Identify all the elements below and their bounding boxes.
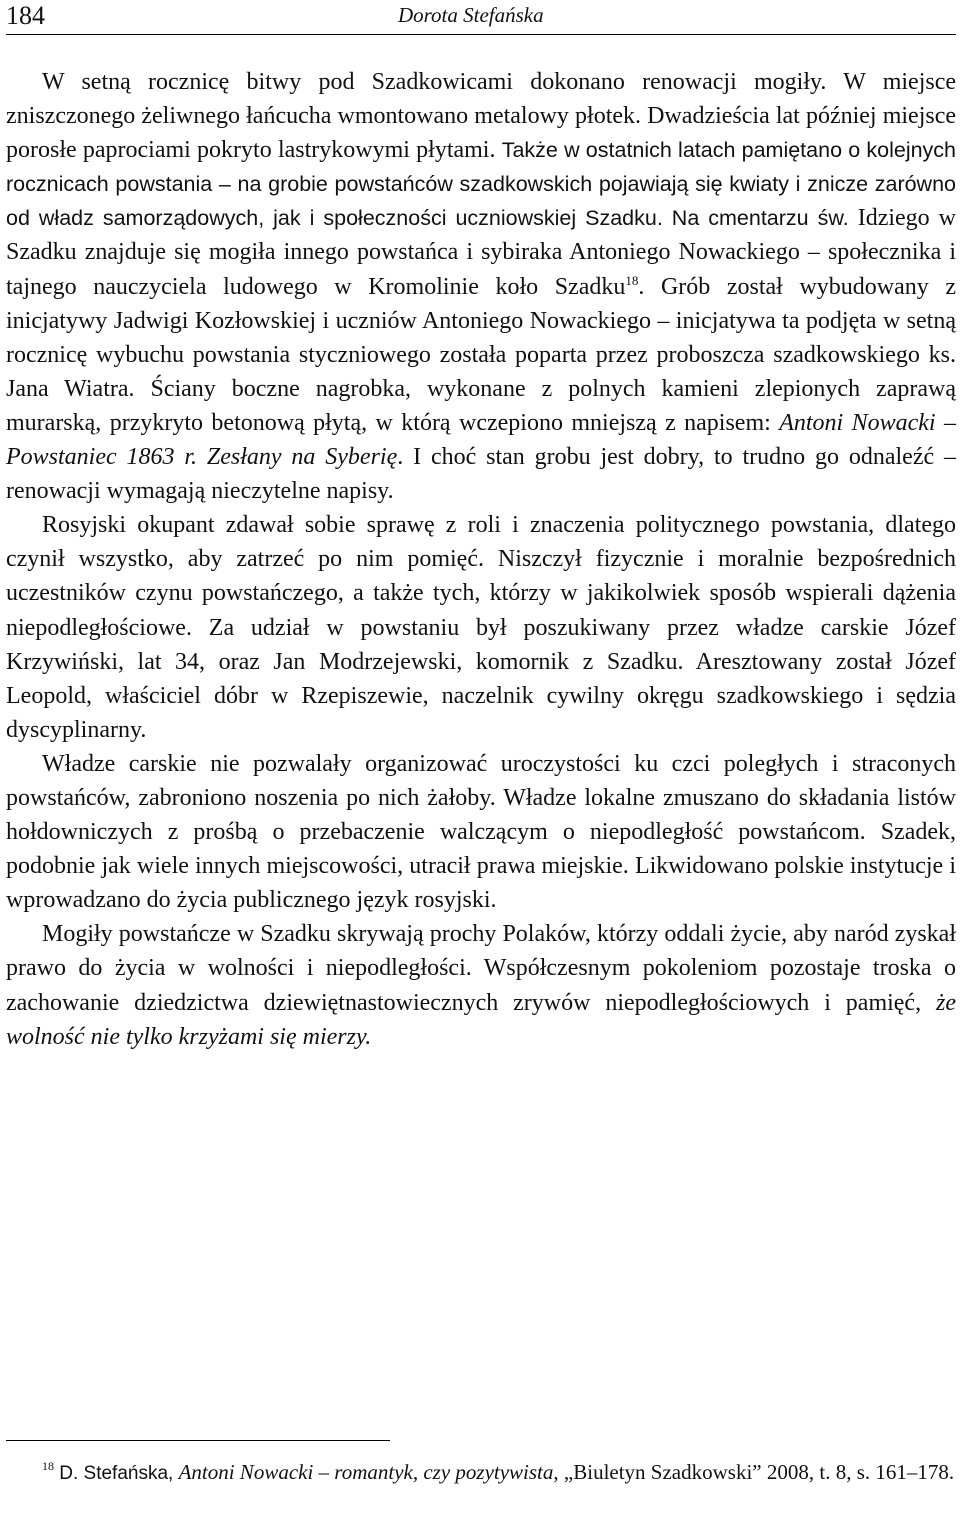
paragraph-4	[6, 917, 956, 1053]
footnote-separator	[6, 1440, 390, 1441]
closing-quote: że wolność nie tylko krzyżami się mierzy.	[6, 989, 956, 1050]
grave-inscription: Antoni Nowacki – Powstaniec 1863 r. Zesłany na Syberię	[6, 409, 956, 471]
paragraph-1-part-4: . Grób został wybudowany z inicjatywy Jadwigi Kozłowskiej i uczniów Antoniego Nowackiego – inicjatywa ta podjęta w setną rocznicę wybuchu powstania styczniowego została poparta przez proboszcza szadkowskiego ks. Jana Wiatra. Ściany boczne nagrobka, wykonane z polnych kamieni zlepionych zaprawą murarską, przykryto betonową płytą, w którą wczepiono mniejszą z napisem:	[6, 273, 956, 436]
footnote-source: , „Biuletyn Szadkowski” 2008, t. 8, s. 161–178.	[553, 1460, 955, 1484]
paragraph-1	[6, 65, 956, 508]
footnote	[6, 1458, 956, 1488]
footnote-title: Antoni Nowacki – romantyk, czy pozytywista	[178, 1460, 554, 1484]
paragraph-2: Rosyjski okupant zdawał sobie sprawę z roli i znaczenia politycznego powstania, dlatego czynił wszystko, aby zatrzeć po nim pomięć. Niszczył fizycznie i moralnie bezpośrednich uczestników czynu powstańczego, a także tych, którzy w jakikolwiek sposób wspierali dążenia niepodległościowe. Za udział w powstaniu był poszukiwany przez władze carskie Józef Krzywiński, lat 34, oraz Jan Modrzejewski, komornik z Szadku. Aresztowany został Józef Leopold, właściciel dóbr w Rzepiszewie, naczelnik cywilny okręgu szadkowskiego i sędzia dyscyplinarny.	[6, 512, 956, 743]
page-header	[6, 0, 956, 35]
footnote-number: 18	[42, 1459, 54, 1473]
running-head-author: Dorota Stefańska	[398, 3, 544, 27]
paragraph-1-part-2: Także w ostatnich latach pamiętano o kolejnych rocznicach powstania – na grobie powstańców szadkowskich pojawiają się kwiaty i znicze zarówno od władz samorządowych, jak i społeczności uczniowskiej Szadku. Na cmentarzu św.	[6, 138, 957, 231]
paragraph-4-text: Mogiły powstańcze w Szadku skrywają prochy Polaków, którzy oddali życie, aby naród zyskał prawo do życia w wolności i niepodległości. Współczesnym pokoleniom pozostaje troska o zachowanie dziedzictwa dziewiętnastowiecznych zrywów niepodległościowych i pamięć,	[6, 921, 956, 1016]
paragraph-1-part-1: W setną rocznicę bitwy pod Szadkowicami dokonano renowacji mogiły. W miejsce zniszczonego żeliwnego łańcucha wmontowano metalowy płotek. Dwadzieścia lat później miejsce porosłe paprociami pokryto lastrykowymi płytami.	[6, 69, 956, 164]
paragraph-1-part-5: . I choć stan grobu jest dobry, to trudno go odnaleźć – renowacji wymagają nieczytelne napisy.	[6, 444, 956, 505]
body-text	[6, 65, 956, 1054]
footnote-reference: 18	[625, 272, 639, 288]
page-number: 184	[6, 1, 45, 30]
paragraph-3: Władze carskie nie pozwalały organizować uroczystości ku czci poległych i straconych powstańców, zabroniono noszenia po nich żałoby. Władze lokalne zmuszano do składania listów hołdowniczych z prośbą o przebaczenie walczącym o niepodległość powstańcom. Szadek, podobnie jak wiele innych miejscowości, utracił prawa miejskie. Likwidowano polskie instytucje i wprowadzano do życia publicznego język rosyjski.	[6, 750, 956, 914]
paragraph-1-part-3: Idziego w Szadku znajduje się mogiła innego powstańca i sybiraka Antoniego Nowackiego – społecznika i tajnego nauczyciela ludowego w Kromolinie koło Szadku	[6, 205, 957, 300]
footnote-author: D. Stefańska,	[59, 1463, 174, 1484]
